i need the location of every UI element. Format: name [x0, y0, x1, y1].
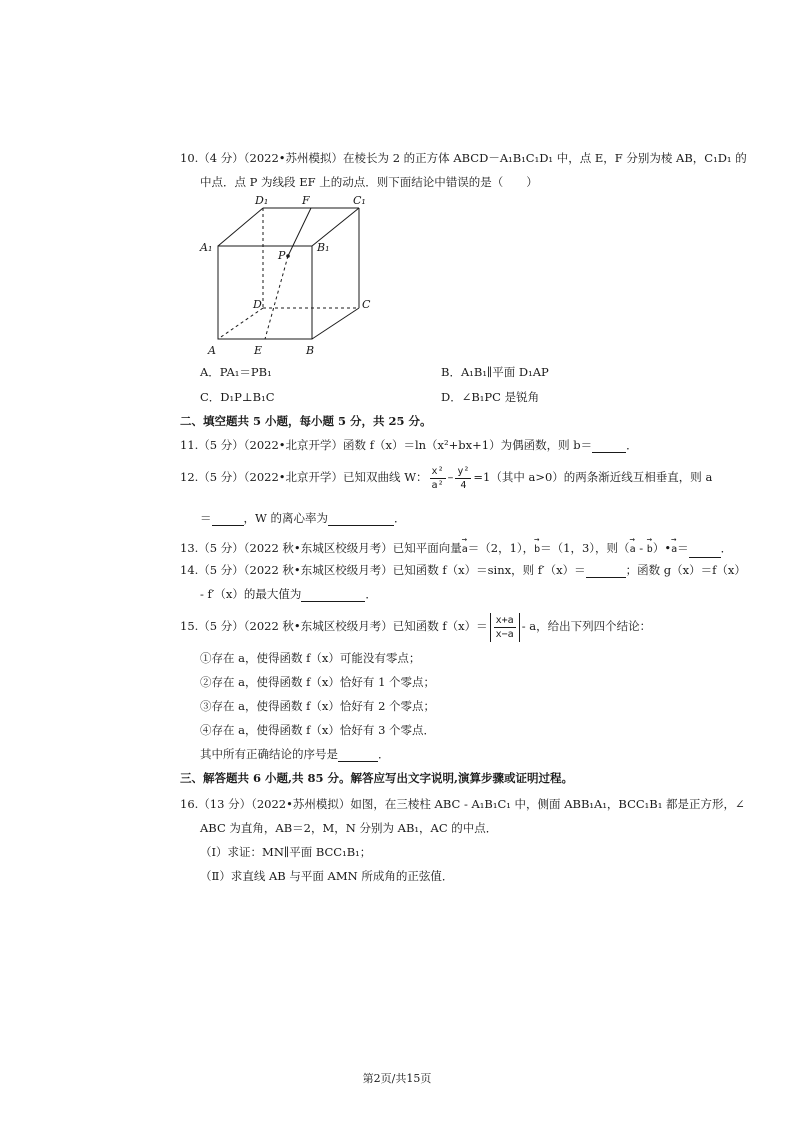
q11-end: ． [626, 438, 638, 452]
q12-line1 [180, 462, 712, 492]
q13-answer-blank[interactable] [689, 545, 721, 558]
q12-line2-start: ＝ [200, 511, 212, 525]
label-F: F [302, 194, 310, 207]
q13-vector-a: → a [462, 538, 468, 558]
q12-frac2-den: 4 [460, 479, 467, 491]
q13-close: ）• [652, 541, 672, 555]
q13-a-val: ＝（2，1）， [467, 541, 535, 555]
q10-option-c: C．D₁P⊥B₁C [200, 390, 275, 404]
q15-item-3: ③存在 a，使得函数 f（x）恰好有 2 个零点； [200, 699, 436, 713]
q13-vector-a2: → a [630, 538, 636, 558]
q15-answer-line [200, 746, 390, 762]
edge-DA-hidden [218, 308, 263, 339]
q12-frac1-num: x² [431, 465, 444, 477]
label-A: A [208, 344, 216, 357]
q16-part1: （Ⅰ）求证：MN∥平面 BCC₁B₁； [200, 845, 372, 859]
q12-fraction-y [455, 465, 471, 492]
q15-abs-fraction [490, 613, 520, 642]
q10-option-a: A．PA₁＝PB₁ [200, 365, 272, 379]
segment-PE-hidden [265, 256, 288, 339]
q12-fraction-x [430, 465, 446, 492]
q15-answer-blank[interactable] [338, 749, 378, 762]
cube-figure [195, 192, 385, 360]
edge-A1D1 [218, 208, 263, 246]
q15-item-2: ②存在 a，使得函数 f（x）恰好有 1 个零点； [200, 675, 436, 689]
q14-line2-text: - f′（x）的最大值为 [200, 587, 302, 601]
q16-part2: （Ⅱ）求直线 AB 与平面 AMN 所成角的正弦值． [200, 869, 454, 883]
q10-option-d: D．∠B₁PC 是锐角 [441, 390, 540, 404]
q13-vector-a3: → a [671, 538, 677, 558]
q12-minus: – [447, 470, 454, 484]
label-E: E [254, 344, 263, 357]
q15-line1 [180, 610, 651, 642]
section-solutions: 三、解答题共 6 小题,共 85 分。解答应写出文字说明,演算步骤或证明过程。 [180, 771, 574, 785]
q14-end: ． [365, 587, 377, 601]
q15-prefix: 15.（5 分）（2022 秋•东城区校级月考）已知函数 f（x）＝ [180, 619, 488, 633]
segment-FP [288, 208, 311, 256]
q14-answer-blank-max[interactable] [301, 589, 365, 602]
label-D1: D₁ [255, 194, 269, 207]
q13-vector-b: → b [534, 538, 540, 558]
q12-line2-end: ． [393, 511, 406, 525]
q13-end: ． [720, 541, 733, 555]
q14-line1 [180, 562, 746, 578]
point-P [286, 254, 290, 258]
q15-answer-end: ． [378, 747, 390, 761]
label-C1: C₁ [353, 194, 366, 207]
q15-item-1: ①存在 a，使得函数 f（x）可能没有零点； [200, 651, 421, 665]
label-A1: A₁ [200, 241, 213, 254]
q12-prefix: 12.（5 分）（2022•北京开学）已知双曲线 W： [180, 470, 428, 484]
label-C: C [362, 298, 371, 311]
label-D: D [253, 298, 262, 311]
q10-option-b: B．A₁B₁∥平面 D₁AP [441, 365, 549, 379]
cube-front-face [218, 246, 312, 339]
q15-suffix: - a，给出下列四个结论： [521, 619, 652, 633]
q10-line2: 中点．点 P 为线段 EF 上的动点．则下面结论中错误的是（ ） [200, 175, 538, 189]
section-fill-in-blank: 二、填空题共 5 小题，每小题 5 分，共 25 分。 [180, 414, 432, 428]
edge-CB [312, 308, 359, 339]
q12-suffix: =1（其中 a>0）的两条渐近线互相垂直，则 a [473, 470, 713, 484]
q13-prefix: 13.（5 分）（2022 秋•东城区校级月考）已知平面向量 [180, 541, 462, 555]
q12-line2 [200, 510, 405, 526]
q14-line2 [200, 586, 377, 602]
q11 [180, 437, 638, 453]
q12-answer-blank-a[interactable] [212, 513, 244, 526]
q15-den: x−a [495, 628, 514, 640]
q14-answer-blank-derivative[interactable] [586, 565, 626, 578]
q10-line1: 10.（4 分）（2022•苏州模拟）在棱长为 2 的正方体 ABCD－A₁B₁C₁D₁ 中，点 E，F 分别为棱 AB，C₁D₁ 的 [180, 151, 747, 165]
q13 [180, 538, 732, 558]
q15-num: x+a [495, 614, 514, 626]
q12-frac2-num: y² [457, 465, 470, 477]
q11-answer-blank[interactable] [592, 440, 626, 453]
q15-answer-text: 其中所有正确结论的序号是 [200, 747, 338, 761]
q16-line1: 16.（13 分）（2022•苏州模拟）如图，在三棱柱 ABC - A₁B₁C₁ 中，侧面 ABB₁A₁，BCC₁B₁ 都是正方形，∠ [180, 797, 745, 811]
q12-frac1-den: a² [431, 479, 444, 491]
q14-mid: ；函数 g（x）＝f（x） [625, 563, 746, 577]
q12-answer-blank-e[interactable] [328, 513, 394, 526]
q13-eq: ＝ [677, 541, 689, 555]
q16-line2: ABC 为直角，AB＝2，M，N 分别为 AB₁，AC 的中点． [200, 821, 498, 835]
q13-vector-b2: → b [647, 538, 653, 558]
q12-line2-mid: ，W 的离心率为 [243, 511, 328, 525]
label-B1: B₁ [317, 241, 330, 254]
q11-text: 11.（5 分）（2022•北京开学）函数 f（x）＝ln（x²+bx+1）为偶函数，则 b＝ [180, 438, 593, 452]
q13-minus: - [635, 541, 647, 555]
q14-line1-text: 14.（5 分）（2022 秋•东城区校级月考）已知函数 f（x）＝sinx，则 f′（x）＝ [180, 563, 586, 577]
page-footer: 第2页/共15页 [362, 1072, 432, 1085]
q13-b-val: ＝（1，3），则（ [540, 541, 630, 555]
label-P: P [278, 249, 286, 262]
q15-item-4: ④存在 a，使得函数 f（x）恰好有 3 个零点． [200, 723, 436, 737]
label-B: B [306, 344, 315, 357]
